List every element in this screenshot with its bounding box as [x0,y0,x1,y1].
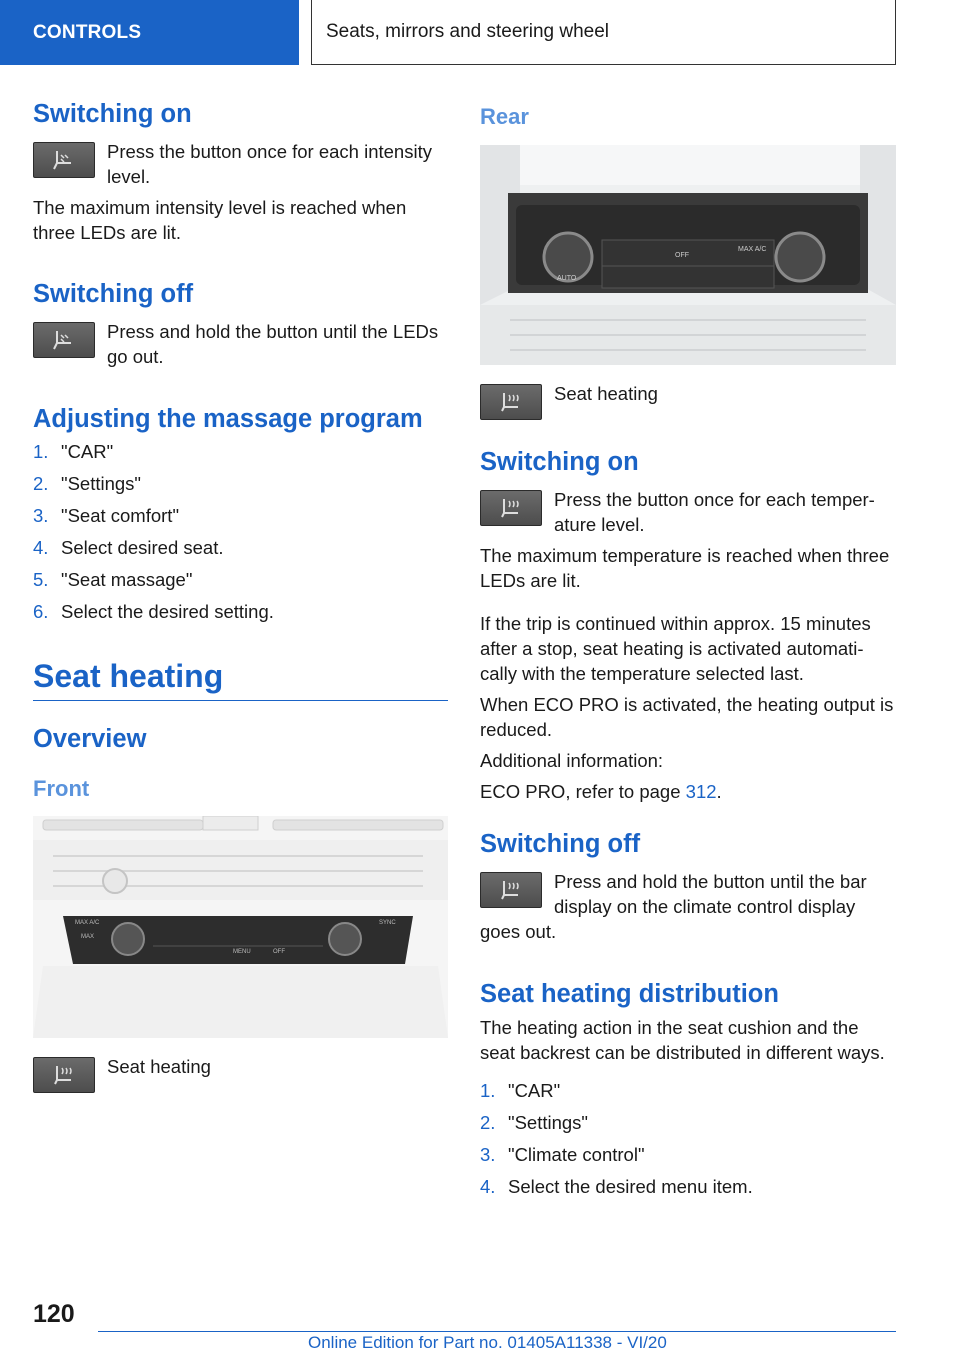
list-item: 3. "Seat comfort" [33,505,180,526]
panel-label-max-ac: MAX A/C [75,920,100,926]
panel-label-max: MAX [81,934,95,940]
instruction-row [480,869,896,919]
instruction-row [480,487,896,537]
chapter-tab: CONTROLS [0,0,299,65]
chapter-seat-heating: Seat heating [33,658,448,701]
seat-heating-icon [33,1057,95,1093]
body-text: goes out. [480,921,557,942]
rear-console-photo [480,145,896,365]
icon-caption: Seat heating [107,1056,211,1077]
instruction-text: Press and hold the button until the LEDs go out. [107,321,439,367]
front-console-photo [33,816,448,1038]
body-text: The maximum temperature is reached when three LEDs are lit. [480,545,890,591]
instruction-text: Press the button once for each temper-ature level. [554,489,875,535]
distribution-steps-list [480,1075,896,1203]
panel-label-off: OFF [675,252,689,259]
body-text: Additional information: [480,750,664,771]
massage-steps-list [33,436,448,628]
footer-edition: Online Edition for Part no. 01405A11338 - VI/20 [308,1333,667,1352]
heading-rear: Rear [480,104,529,129]
seat-heating-icon [480,384,542,420]
page-reference-link[interactable]: 312 [685,781,717,802]
list-item: 1. "CAR" [33,441,114,462]
body-text: The heating action in the seat cushion and the seat backrest can be distributed in different ways. [480,1017,885,1063]
body-text: If the trip is continued within approx. 15 minutes after a stop, seat heating is activated automati-cally with the temperature selected last. [480,613,871,684]
list-item: 6. Select the desired setting. [33,601,274,622]
list-item: 3. "Climate control" [480,1144,645,1165]
page-number: 120 [33,1300,75,1328]
body-text: When ECO PRO is activated, the heating output is reduced. [480,694,894,740]
body-text: ECO PRO, refer to page 312. [480,781,722,802]
seat-heating-icon [480,490,542,526]
list-item: 5. "Seat massage" [33,569,193,590]
instruction-row [33,319,448,369]
right-column [480,100,896,1203]
panel-label-auto: AUTO [557,275,577,282]
heading-switching-off-rear: Switching off [480,830,641,858]
heading-switching-on-rear: Switching on [480,448,639,476]
instruction-row [33,1054,448,1093]
icon-caption: Seat heating [554,383,658,404]
footer-divider [98,1331,896,1332]
massage-button-icon [33,142,95,178]
body-text: The maximum intensity level is reached when three LEDs are lit. [33,197,407,243]
panel-label-max-ac: MAX A/C [738,246,767,253]
section-title: Seats, mirrors and steering wheel [311,0,896,65]
heading-switching-on: Switching on [33,100,192,128]
left-column [33,100,448,1093]
instruction-row [480,381,896,420]
list-item: 4. Select desired seat. [33,537,224,558]
panel-label-menu: MENU [233,949,251,955]
heading-seat-heating-distribution: Seat heating distribution [480,980,779,1008]
panel-label-off: OFF [273,949,285,955]
list-item: 4. Select the desired menu item. [480,1176,753,1197]
heading-front: Front [33,776,90,801]
instruction-row [33,139,448,189]
list-item: 2. "Settings" [33,473,141,494]
panel-label-sync: SYNC [379,920,396,926]
list-item: 2. "Settings" [480,1112,588,1133]
heading-switching-off: Switching off [33,280,194,308]
instruction-text: Press the button once for each intensity level. [107,141,432,187]
instruction-text: Press and hold the button until the bar display on the climate control display [554,871,867,917]
list-item: 1. "CAR" [480,1080,561,1101]
heading-massage-program: Adjusting the massage program [33,405,423,433]
seat-heating-icon [480,872,542,908]
massage-button-icon [33,322,95,358]
heading-overview: Overview [33,725,147,753]
